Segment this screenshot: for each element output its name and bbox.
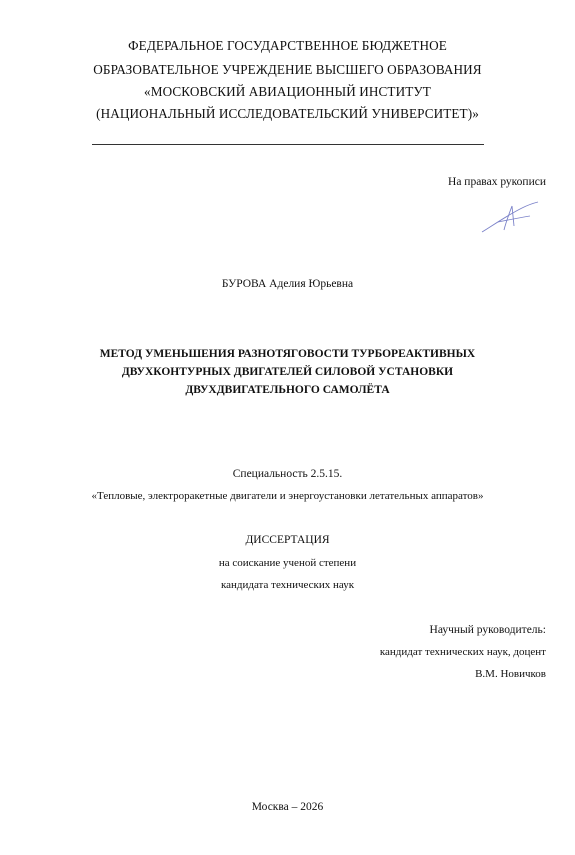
org-line-3: «МОСКОВСКИЙ АВИАЦИОННЫЙ ИНСТИТУТ — [144, 84, 431, 99]
org-line-4: (НАЦИОНАЛЬНЫЙ ИССЛЕДОВАТЕЛЬСКИЙ УНИВЕРСИТЕТ)» — [96, 106, 479, 121]
supervisor-label: Научный руководитель: — [429, 624, 546, 636]
supervisor-name: В.М. Новичков — [475, 668, 546, 680]
title-line-2: ДВУХКОНТУРНЫХ ДВИГАТЕЛЕЙ СИЛОВОЙ УСТАНОВКИ — [121, 366, 454, 378]
title-line-3: ДВУХДВИГАТЕЛЬНОГО САМОЛЁТА — [185, 384, 390, 396]
signature-image — [478, 196, 542, 238]
specialty-code: Специальность 2.5.15. — [232, 468, 343, 480]
degree-line-2: кандидата технических наук — [220, 579, 355, 591]
dissertation-label: ДИССЕРТАЦИЯ — [245, 534, 330, 546]
manuscript-rights: На правах рукописи — [448, 176, 546, 188]
supervisor-degree: кандидат технических наук, доцент — [379, 646, 546, 658]
author-name: БУРОВА Аделия Юрьевна — [221, 278, 354, 290]
title-line-1: МЕТОД УМЕНЬШЕНИЯ РАЗНОТЯГОВОСТИ ТУРБОРЕАКТИВНЫХ — [99, 348, 476, 360]
org-line-1: ФЕДЕРАЛЬНОЕ ГОСУДАРСТВЕННОЕ БЮДЖЕТНОЕ — [128, 38, 447, 53]
city-year: Москва – 2026 — [251, 801, 324, 813]
specialty-name: «Тепловые, электроракетные двигатели и энергоустановки летательных аппаратов» — [91, 490, 484, 502]
org-line-2: ОБРАЗОВАТЕЛЬНОЕ УЧРЕЖДЕНИЕ ВЫСШЕГО ОБРАЗОВАНИЯ — [93, 62, 482, 77]
degree-line-1: на соискание ученой степени — [218, 557, 357, 569]
header-divider — [92, 144, 484, 145]
